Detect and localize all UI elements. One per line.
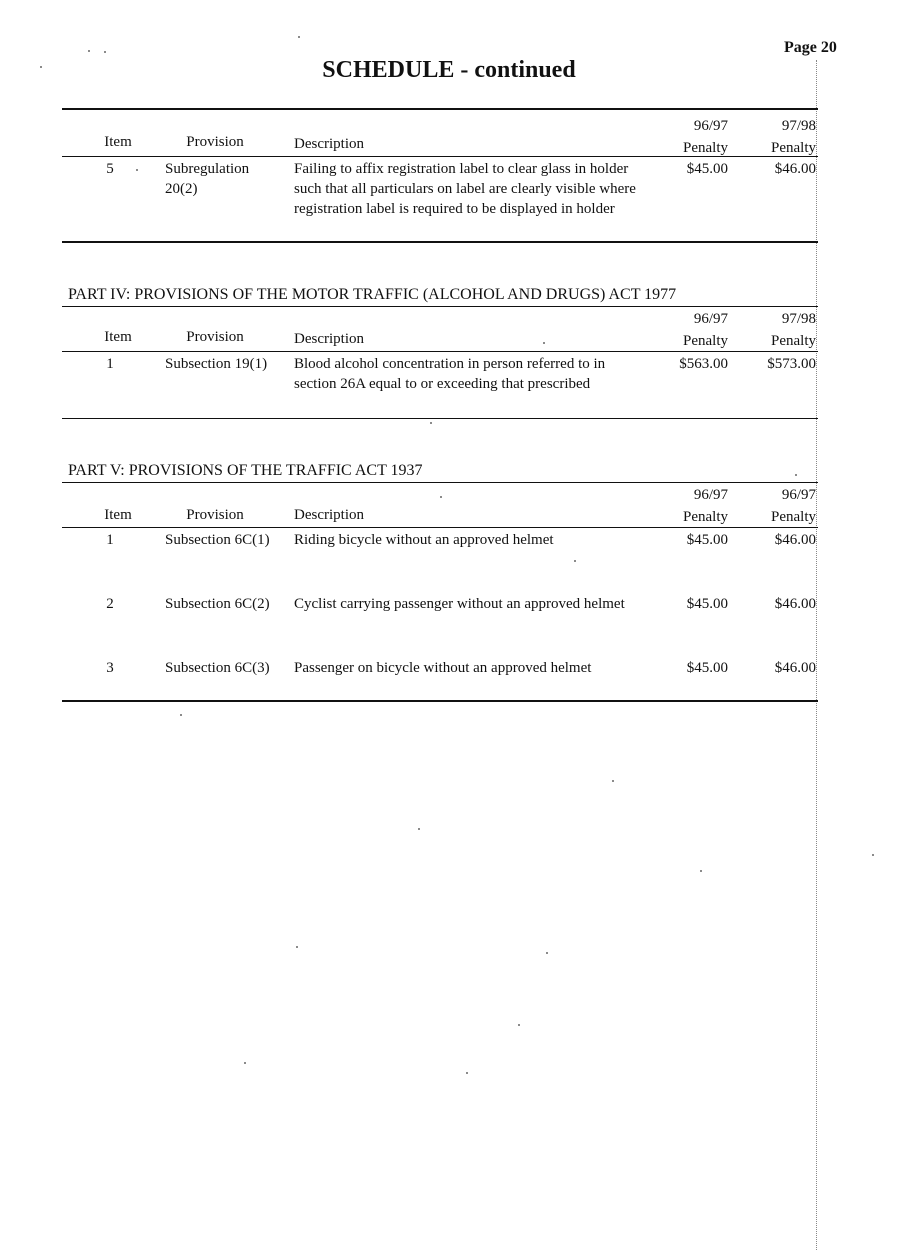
- page-number: Page 20: [784, 39, 837, 56]
- table-bottom-rule: [62, 418, 818, 419]
- col-penalty1-header: Penalty: [683, 333, 728, 349]
- row-penalty2: $573.00: [767, 356, 816, 372]
- col-penalty1-year: 96/97: [693, 487, 728, 503]
- row-item: 5: [106, 161, 114, 177]
- row-penalty2: $46.00: [774, 596, 816, 612]
- col-provision-header: Provision: [186, 329, 244, 345]
- col-item-header: Item: [104, 134, 132, 150]
- page-title: SCHEDULE - continued: [322, 57, 576, 83]
- table-row: [62, 592, 818, 656]
- row-item: 3: [106, 660, 114, 676]
- row-description: Blood alcohol concentration in person referred to in section 26A equal to or exceeding that prescribed: [294, 356, 606, 392]
- scan-speck: [612, 780, 614, 782]
- col-description-header: Description: [294, 136, 364, 152]
- row-description: Riding bicycle without an approved helmet: [294, 532, 554, 548]
- scan-speck: [88, 50, 90, 52]
- row-penalty1: $45.00: [686, 596, 728, 612]
- col-penalty1-header: Penalty: [683, 509, 728, 525]
- scan-speck: [543, 342, 545, 344]
- col-item-header: Item: [104, 329, 132, 345]
- row-provision: Subsection 6C(2): [165, 596, 270, 612]
- row-penalty1: $563.00: [679, 356, 728, 372]
- col-penalty2-header: Penalty: [771, 333, 816, 349]
- part-iv-table: [62, 284, 818, 419]
- col-penalty2-year: 97/98: [781, 311, 816, 327]
- row-provision: Subsection 6C(1): [165, 532, 270, 548]
- col-item-header: Item: [104, 507, 132, 523]
- row-penalty2: $46.00: [774, 660, 816, 676]
- scan-speck: [430, 422, 432, 424]
- scan-speck: [574, 560, 576, 562]
- row-provision: Subsection 19(1): [165, 356, 268, 372]
- col-provision-header: Provision: [186, 507, 244, 523]
- col-penalty2-header: Penalty: [771, 140, 816, 156]
- row-penalty2: $46.00: [774, 532, 816, 548]
- section-heading: PART V: PROVISIONS OF THE TRAFFIC ACT 1937: [68, 462, 423, 479]
- scan-speck: [244, 1062, 246, 1064]
- section-heading: PART IV: PROVISIONS OF THE MOTOR TRAFFIC (ALCOHOL AND DRUGS) ACT 1977: [68, 286, 677, 303]
- scan-speck: [40, 66, 42, 68]
- row-penalty1: $45.00: [686, 660, 728, 676]
- row-item: 1: [106, 356, 114, 372]
- table-header: [62, 483, 818, 527]
- col-penalty2-header: Penalty: [771, 509, 816, 525]
- table-row: [62, 352, 818, 418]
- scan-speck: [440, 496, 442, 498]
- row-description: Failing to affix registration label to clear glass in holder such that all particulars on label are clearly visible where registration label is required to be displayed in holder: [294, 161, 636, 217]
- scan-speck: [872, 854, 874, 856]
- table-row: [62, 656, 818, 700]
- row-penalty1: $45.00: [686, 532, 728, 548]
- col-description-header: Description: [294, 331, 364, 347]
- table-bottom-rule: [62, 700, 818, 702]
- scan-speck: [546, 952, 548, 954]
- row-penalty2: $46.00: [774, 161, 816, 177]
- row-description: Passenger on bicycle without an approved helmet: [294, 660, 592, 676]
- col-penalty1-year: 96/97: [693, 118, 728, 134]
- table-row: [62, 157, 818, 241]
- schedule-table-continued: [62, 108, 818, 243]
- scan-speck: [104, 51, 106, 53]
- scan-speck: [518, 1024, 520, 1026]
- col-provision-header: Provision: [186, 134, 244, 150]
- row-provision: Subsection 6C(3): [165, 660, 270, 676]
- scan-speck: [700, 870, 702, 872]
- table-row: [62, 528, 818, 592]
- row-penalty1: $45.00: [686, 161, 728, 177]
- scan-speck: [296, 946, 298, 948]
- scan-speck: [466, 1072, 468, 1074]
- scan-speck: [136, 169, 138, 171]
- table-header: [62, 110, 818, 156]
- scan-speck: [180, 714, 182, 716]
- table-bottom-rule: [62, 241, 818, 243]
- col-penalty2-year: 97/98: [781, 118, 816, 134]
- scan-speck: [298, 36, 300, 38]
- col-description-header: Description: [294, 507, 364, 523]
- row-description: Cyclist carrying passenger without an approved helmet: [294, 596, 625, 612]
- row-provision: Subregulation 20(2): [165, 161, 250, 197]
- col-penalty1-year: 96/97: [693, 311, 728, 327]
- table-header: [62, 307, 818, 351]
- scan-speck: [418, 828, 420, 830]
- row-item: 1: [106, 532, 114, 548]
- scan-speck: [795, 474, 797, 476]
- col-penalty1-header: Penalty: [683, 140, 728, 156]
- row-item: 2: [106, 596, 114, 612]
- col-penalty2-year: 96/97: [781, 487, 816, 503]
